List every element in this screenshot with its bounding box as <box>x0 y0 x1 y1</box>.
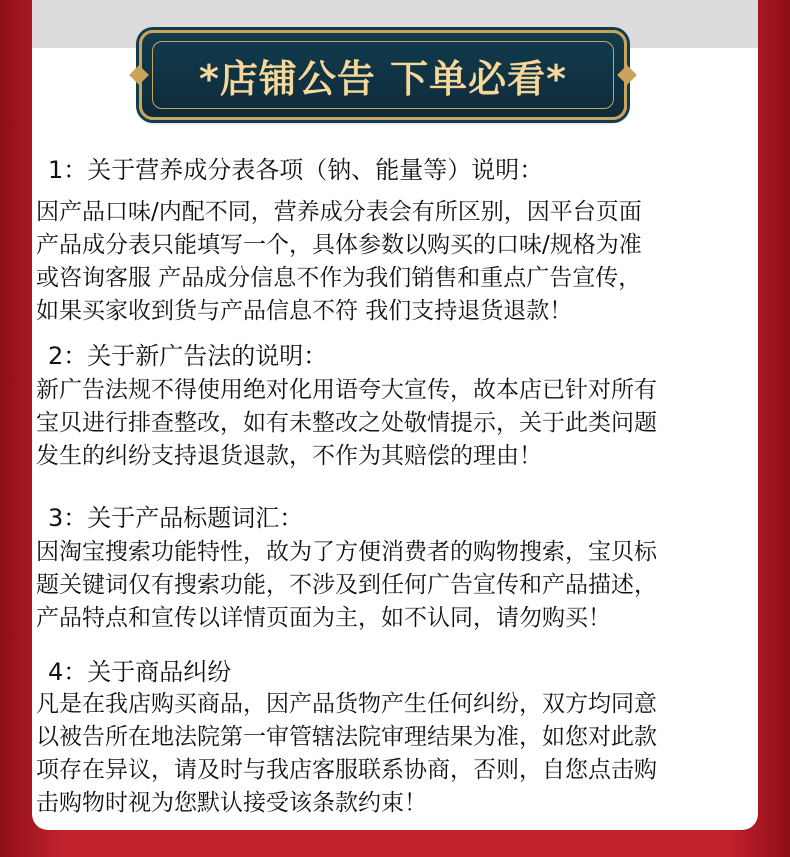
section-4-line: 击购物时视为您默认接受该条款约束！ <box>36 790 427 816</box>
section-2-body <box>36 374 756 473</box>
section-1-line: 如果买家收到货与产品信息不符 我们支持退货退款！ <box>36 298 573 324</box>
section-3-heading: 3：关于产品标题词汇： <box>48 504 304 532</box>
section-3-line: 因淘宝搜索功能特性，故为了方便消费者的购物搜索，宝贝标 <box>36 539 657 565</box>
section-4-body <box>36 688 756 820</box>
banner-title: *店铺公告 下单必看* <box>199 56 567 101</box>
section-4-line: 凡是在我店购买商品，因产品货物产生任何纠纷，双方均同意 <box>36 691 657 717</box>
section-1-body <box>36 196 756 328</box>
section-2-line: 新广告法规不得使用绝对化用语夸大宣传，故本店已针对所有 <box>36 377 657 403</box>
section-2-line: 宝贝进行排查整改，如有未整改之处敬情提示，关于此类问题 <box>36 410 657 436</box>
section-2-heading: 2：关于新广告法的说明： <box>48 342 328 370</box>
section-1-line: 因产品口味/内配不同，营养成分表会有所区别，因平台页面 <box>36 199 642 225</box>
section-3-line: 产品特点和宣传以详情页面为主，如不认同，请勿购买！ <box>36 605 611 631</box>
section-3-line: 题关键词仅有搜索功能，不涉及到任何广告宣传和产品描述， <box>36 572 657 598</box>
section-1-heading: 1：关于营养成分表各项（钠、能量等）说明： <box>48 156 544 184</box>
section-3-body <box>36 536 756 635</box>
section-2-line: 发生的纠纷支持退货退款，不作为其赔偿的理由！ <box>36 443 542 469</box>
notice-banner <box>139 30 627 120</box>
section-4-heading: 4：关于商品纠纷 <box>48 658 232 686</box>
section-1-line: 产品成分表只能填写一个，具体参数以购买的口味/规格为准 <box>36 232 642 258</box>
section-1-line: 或咨询客服 产品成分信息不作为我们销售和重点广告宣传， <box>36 265 642 291</box>
section-4-line: 项存在异议，请及时与我店客服联系协商，否则，自您点击购 <box>36 757 657 783</box>
section-4-line: 以被告所在地法院第一审管辖法院审理结果为准，如您对此款 <box>36 724 657 750</box>
